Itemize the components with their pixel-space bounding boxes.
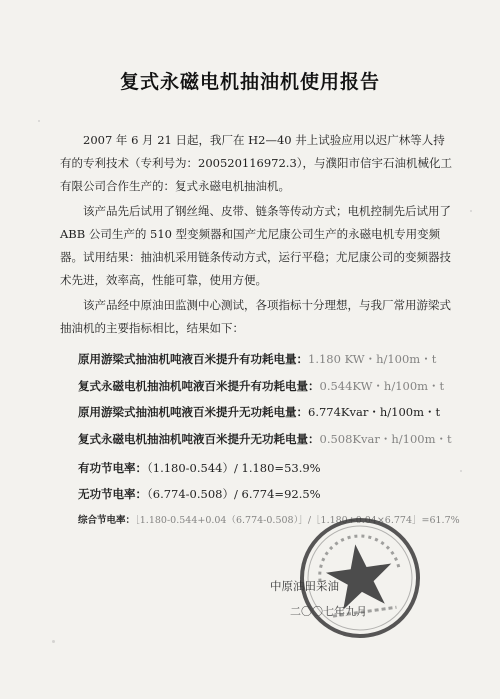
- signature-date: 二〇〇七年九月: [290, 605, 367, 618]
- paragraph-trial: 该产品先后试用了钢丝绳、皮带、链条等传动方式；电机控制先后试用了 ABB 公司生产的 510 型变频器和国产尤尼康公司生产的永磁电机专用变频器。试用结果：抽油机采用链条传动方式，运行平稳；尤尼康公司的变频器技术先进，效率高，性能可靠，使用方便。: [60, 204, 451, 287]
- metric-row: [78, 404, 440, 420]
- metric-value: 0.508Kvar・h/100m・t: [319, 432, 452, 446]
- metric-row: [78, 431, 452, 447]
- metric-row: [78, 351, 436, 367]
- scan-speck: [470, 210, 472, 212]
- signature-org: 中原油田采油: [270, 579, 339, 593]
- metric-row: [78, 460, 321, 476]
- metric-value: （1.180-0.544）/ 1.180=53.9%: [147, 461, 321, 475]
- document-title: 复式永磁电机抽油机使用报告: [119, 71, 380, 93]
- metric-value: 0.544KW・h/100m・t: [319, 379, 445, 393]
- metric-label: 原用游梁式抽油机吨液百米提升无功耗电量：: [78, 405, 308, 419]
- scan-speck: [38, 120, 40, 122]
- metric-label: 无功节电率：: [78, 487, 147, 501]
- scan-speck: [52, 640, 55, 643]
- metric-label: 复式永磁电机抽油机吨液百米提升有功耗电量：: [78, 379, 320, 393]
- metric-label: 有功节电率：: [78, 461, 147, 475]
- metric-label: 综合节电率：: [78, 515, 136, 526]
- scan-speck: [460, 470, 462, 472]
- metric-row: [78, 486, 321, 502]
- metric-value: （6.774-0.508）/ 6.774=92.5%: [147, 487, 321, 501]
- metric-value: 6.774Kvar・h/100m・t: [308, 405, 441, 419]
- metric-value: ［1.180-0.544+0.04（6.774-0.508）］/［1.180+0.04×6.774］=61.7%: [135, 515, 460, 526]
- metric-value: 1.180 KW・h/100m・t: [308, 352, 437, 366]
- paragraph-intro: 2007 年 6 月 21 日起，我厂在 H2—40 井上试验应用以迟广林等人持有的专利技术（专利号为：200520116972.3），与濮阳市信宇石油机械化工有限公司合作生产的：复式永磁电机抽油机。: [60, 133, 453, 193]
- metric-label: 原用游梁式抽油机吨液百米提升有功耗电量：: [78, 352, 308, 366]
- paragraph-test: 该产品经中原油田监测中心测试，各项指标十分理想，与我厂常用游梁式抽油机的主要指标相比，结果如下：: [60, 298, 451, 335]
- metric-label: 复式永磁电机抽油机吨液百米提升无功耗电量：: [78, 432, 320, 446]
- metric-row: [78, 378, 444, 394]
